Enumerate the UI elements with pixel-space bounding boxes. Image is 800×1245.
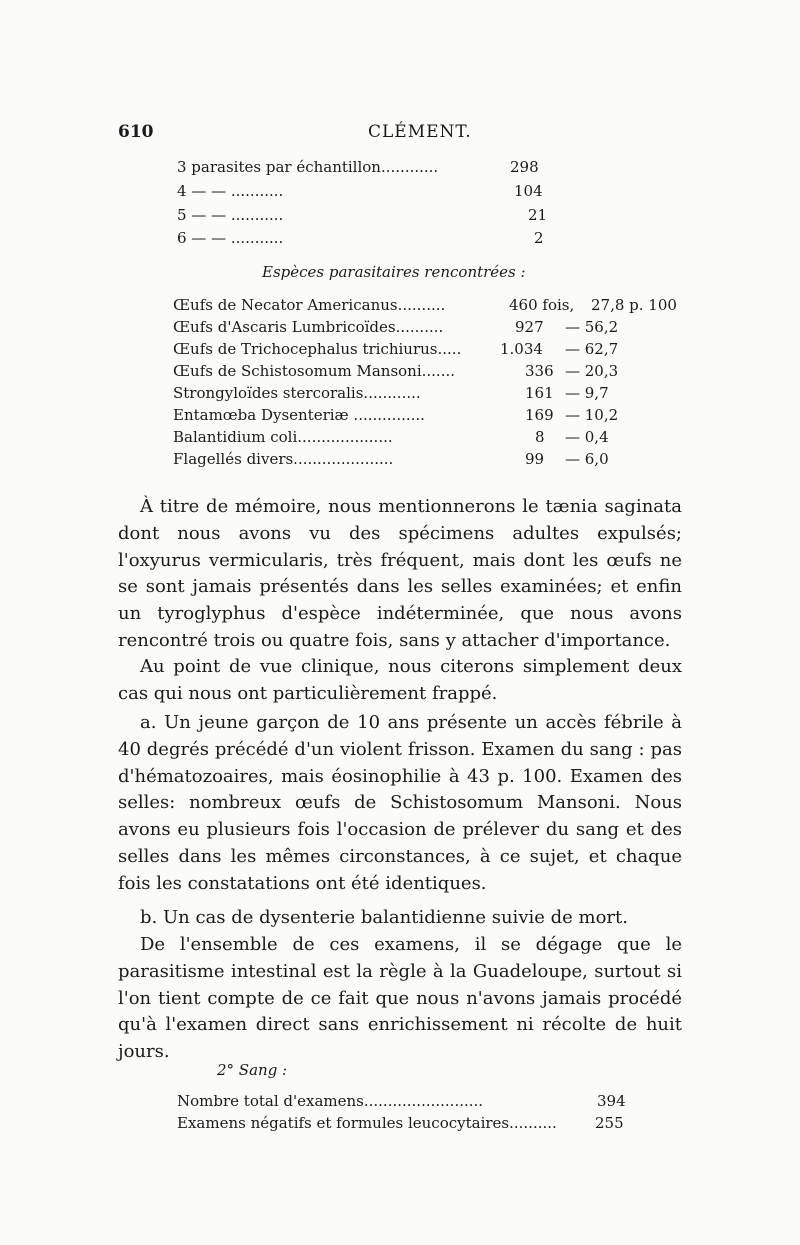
species-heading: Espèces parasitaires rencontrées : bbox=[262, 263, 526, 281]
page-number: 610 bbox=[118, 122, 154, 142]
paragraph-clinique: Au point de vue clinique, nous citerons simplement deux cas qui nous ont particulièrement frappé. bbox=[118, 656, 682, 704]
species-row: Œufs de Schistosomum Mansoni....... 336 — 20,3 bbox=[173, 362, 619, 380]
species-row: Balantidium coli.................... 8 — 0,4 bbox=[173, 428, 609, 446]
blood-heading: 2° Sang : bbox=[217, 1061, 288, 1079]
count-row: 3 parasites par échantillon............ 298 bbox=[177, 158, 539, 176]
blood-row: Examens négatifs et formules leucocytaires.......... 255 bbox=[177, 1114, 624, 1132]
paragraph-case-a: a. Un jeune garçon de 10 ans présente un accès fébrile à 40 degrés précédé d'un violent frisson. Examen du sang : pas d'hématozoaires, mais éosinophilie à 43 p. 100. Examen des selles: nombreux œufs de Schistosomum Mansoni. Nous avons eu plusieurs fois l'occasion de prélever du sang et des selles dans les mêmes circonstances, à ce sujet, et chaque fois les constatations ont été identiques. bbox=[118, 712, 682, 894]
species-row: Œufs de Necator Americanus.......... 460 fois, 27,8 p. 100 bbox=[173, 296, 677, 314]
species-row: Œufs d'Ascaris Lumbricoïdes.......... 927 — 56,2 bbox=[173, 318, 619, 336]
paragraph-case-b: b. Un cas de dysenterie balantidienne suivie de mort. bbox=[140, 907, 628, 928]
paragraph-conclusion: De l'ensemble de ces examens, il se dégage que le parasitisme intestinal est la règle à la Guadeloupe, surtout si l'on tient compte de ce fait que nous n'avons jamais procédé qu'à l'examen direct sans enrichissement ni récolte de huit jours. bbox=[118, 934, 682, 1063]
count-row: 5 — — ........... 21 bbox=[177, 206, 548, 224]
running-head: CLÉMENT. bbox=[368, 122, 472, 142]
page-header bbox=[118, 122, 678, 146]
count-row: 6 — — ........... 2 bbox=[177, 229, 544, 247]
species-row: Entamœba Dysenteriæ ............... 169 — 10,2 bbox=[173, 406, 619, 424]
species-row: Flagellés divers..................... 99 — 6,0 bbox=[173, 450, 609, 468]
species-row: Œufs de Trichocephalus trichiurus..... 1.034 — 62,7 bbox=[173, 340, 619, 358]
species-row: Strongyloïdes stercoralis............ 161 — 9,7 bbox=[173, 384, 609, 402]
count-row: 4 — — ........... 104 bbox=[177, 182, 543, 200]
paragraph-memoire: À titre de mémoire, nous mentionnerons le tænia saginata dont nous avons vu des spécimens adultes expulsés; l'oxyurus vermicularis, très fréquent, mais dont les œufs ne se sont jamais présentés dans les selles examinées; et enfin un tyroglyphus d'espèce indéterminée, que nous avons rencontré trois ou quatre fois, sans y attacher d'importance. bbox=[118, 496, 682, 651]
blood-row: Nombre total d'examens......................... 394 bbox=[177, 1092, 626, 1110]
